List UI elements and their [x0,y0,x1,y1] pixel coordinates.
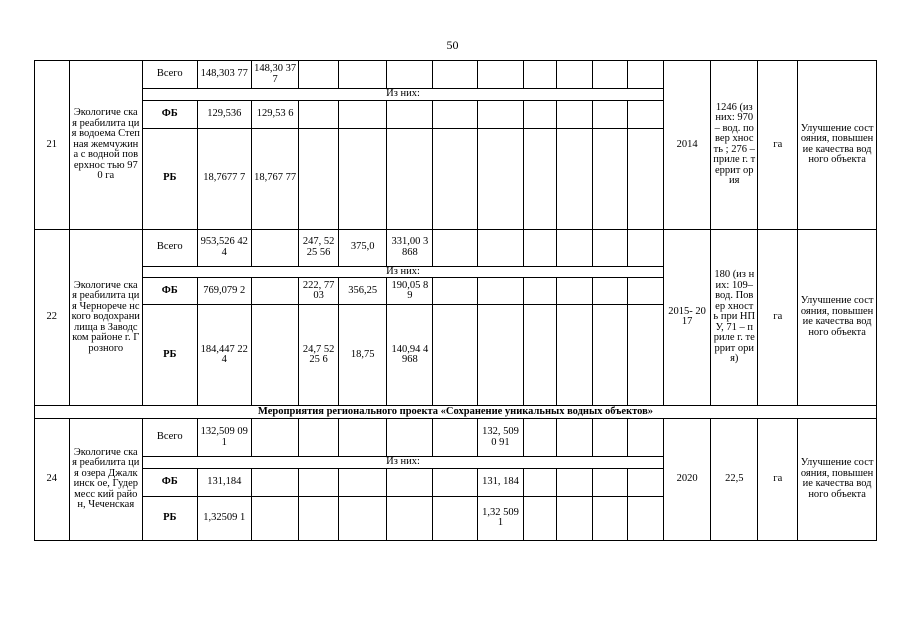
amount-cell: 222, 7703 [299,278,339,305]
amount-cell: 1,32 5091 [478,496,523,540]
amount-total: 184,447 224 [197,305,252,406]
amount-cell: 375,0 [339,229,387,266]
indicator-cell: 180 (из них: 109– вод. Повер хность при НПУ, 71 – приле г. террит ория) [711,229,758,406]
iz-nih-label: Из них: [142,457,663,469]
unit-cell: га [758,419,798,541]
source-label: Всего [142,229,197,266]
amount-total: 131,184 [197,468,252,496]
indicator-cell: 1246 (из них: 970– вод. повер хность ; 276 – приле г. террит ория [711,61,758,230]
amount-total: 953,526 424 [197,229,252,266]
source-label: РБ [142,496,197,540]
amount-cell: 129,53 6 [252,100,299,128]
source-label: Всего [142,419,197,457]
row-number: 21 [35,61,70,230]
source-label: ФБ [142,278,197,305]
amount-cell: 247, 5225 56 [299,229,339,266]
amount-cell: 148,30 377 [252,61,299,89]
row-number: 22 [35,229,70,406]
amount-total: 1,32509 1 [197,496,252,540]
result-cell: Улучшение состояния, повышение качества водного объекта [798,229,877,406]
section-row [35,406,877,419]
measure-name: Экологиче ская реабилита ция Черноречe нского водохрани лища в Заводском районе г. Грозного [69,229,142,406]
row-number: 24 [35,419,70,541]
source-label: ФБ [142,100,197,128]
amount-cell: 140,94 4968 [387,305,433,406]
result-cell: Улучшение состояния, повышение качества водного объекта [798,419,877,541]
unit-cell: га [758,61,798,230]
amount-cell: 24,7 5225 6 [299,305,339,406]
amount-cell: 132, 5090 91 [478,419,523,457]
program-table [34,60,877,541]
amount-cell: 331,00 3868 [387,229,433,266]
amount-cell: 131, 184 [478,468,523,496]
amount-total: 132,509 091 [197,419,252,457]
source-label: РБ [142,128,197,229]
source-label: Всего [142,61,197,89]
iz-nih-label: Из них: [142,266,663,278]
amount-cell: 356,25 [339,278,387,305]
amount-cell: 190,05 89 [387,278,433,305]
year-cell: 2020 [664,419,711,541]
row-21-vsego [35,61,877,89]
row-24-vsego [35,419,877,457]
unit-cell: га [758,229,798,406]
source-label: РБ [142,305,197,406]
amount-total: 18,7677 7 [197,128,252,229]
amount-total: 148,303 77 [197,61,252,89]
amount-cell: 18,75 [339,305,387,406]
page-number: 50 [446,38,459,52]
indicator-cell: 22,5 [711,419,758,541]
section-title: Мероприятия регионального проекта «Сохранение уникальных водных объектов» [35,406,877,419]
amount-total: 129,536 [197,100,252,128]
year-cell: 2014 [664,61,711,230]
measure-name: Экологиче ская реабилита ция водоема Степная жемчужин а с водной поверхнос тью 970 га [69,61,142,230]
row-22-vsego [35,229,877,266]
iz-nih-label: Из них: [142,89,663,101]
amount-total: 769,079 2 [197,278,252,305]
amount-cell: 18,767 77 [252,128,299,229]
source-label: ФБ [142,468,197,496]
measure-name: Экологиче ская реабилита ция озера Джалкинск ое, Гудермесс кий район, Чеченская [69,419,142,541]
year-cell: 2015- 2017 [664,229,711,406]
result-cell: Улучшение состояния, повышение качества водного объекта [798,61,877,230]
